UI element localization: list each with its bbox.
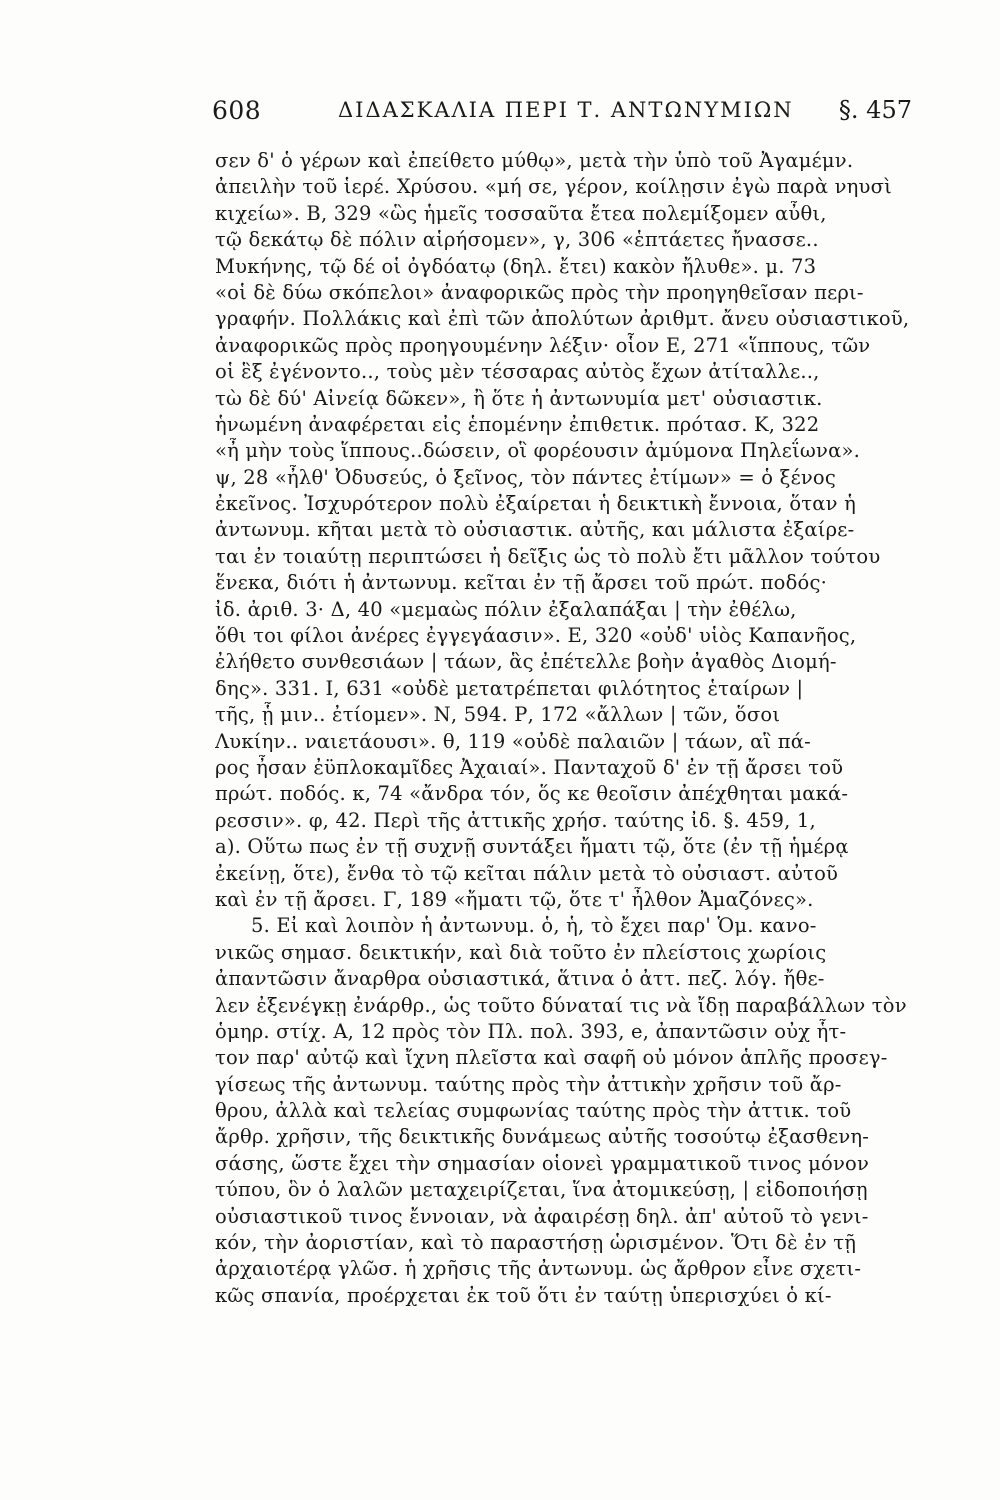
text-line: οἱ ἓξ ἐγένοντο.., τοὺς μὲν τέσσαρας αὐτὸς ἔχων ἀτίταλλε.., [215, 360, 820, 384]
page-number: 608 [212, 96, 262, 125]
body-text [215, 148, 915, 1309]
text-line: ἕνεκα, διότι ἡ ἀντωνυμ. κεῖται ἐν τῇ ἄρσει τοῦ πρώτ. ποδός· [215, 571, 828, 595]
text-line: καὶ ἐν τῇ ἄρσει. Γ, 189 «ἤματι τῷ, ὅτε τ' ἦλθον Ἀμαζόνες». [215, 887, 814, 911]
text-line: «ἦ μὴν τοὺς ἵππους..δώσειν, οἳ φορέουσιν ἀμύμονα Πηλεΐωνα». [215, 439, 860, 463]
text-line: κόν, τὴν ἀοριστίαν, καὶ τὸ παραστήσῃ ὡρισμένον. Ὅτι δὲ ἐν τῇ [215, 1231, 857, 1255]
text-line: ἐκείνῃ, ὅτε), ἔνθα τὸ τῷ κεῖται πάλιν μετὰ τὸ οὐσιαστ. αὐτοῦ [215, 861, 839, 885]
text-line: ὅθι τοι φίλοι ἀνέρες ἐγγεγάασιν». Ε, 320 «οὐδ' υἱὸς Καπανῆος, [215, 624, 857, 648]
text-line: σάσης, ὥστε ἔχει τὴν σημασίαν οἱονεὶ γραμματικοῦ τινος μόνον [215, 1151, 870, 1175]
text-line: ἀρχαιοτέρᾳ γλῶσ. ἡ χρῆσις τῆς ἀντωνυμ. ὡς ἄρθρον εἶνε σχετι- [215, 1257, 862, 1281]
text-line: τὼ δὲ δύ' Αἰνείᾳ δῶκεν», ἢ ὅτε ἡ ἀντωνυμία μετ' οὐσιαστικ. [215, 386, 823, 410]
section-number: §. 457 [838, 96, 912, 124]
text-line: δης». 331. Ι, 631 «οὐδὲ μετατρέπεται φιλότητος ἑταίρων | [215, 676, 804, 700]
text-line: Μυκήνης, τῷ δέ οἱ ὀγδόατῳ (δηλ. ἔτει) κακὸν ἤλυθε». μ. 73 [215, 254, 817, 278]
text-line: ἐλήθετο συνθεσιάων | τάων, ἃς ἐπέτελλε βοὴν ἀγαθὸς Διομή- [215, 650, 837, 674]
text-line: τῆς, ᾗ μιν.. ἐτίομεν». Ν, 594. Ρ, 172 «ἄλλων | τῶν, ὅσοι [215, 703, 781, 727]
text-line: ὁμηρ. στίχ. Α, 12 πρὸς τὸν Πλ. πολ. 393, e, ἀπαντῶσιν οὐχ ἧτ- [215, 1019, 847, 1043]
running-title: ΔΙΔΑΣΚΑΛΙΑ ΠΕΡΙ Τ. ΑΝΤΩΝΥΜΙΩΝ [338, 98, 794, 122]
text-line: ται ἐν τοιαύτῃ περιπτώσει ἡ δεῖξις ὡς τὸ πολὺ ἔτι μᾶλλον τούτου [215, 544, 881, 568]
text-line: ρος ἦσαν ἐϋπλοκαμῖδες Ἀχαιαί». Πανταχοῦ δ' ἐν τῇ ἄρσει τοῦ [215, 755, 844, 779]
text-line: νικῶς σημασ. δεικτικήν, καὶ διὰ τοῦτο ἐν πλείστοις χωρίοις [215, 940, 827, 964]
text-line: θρου, ἀλλὰ καὶ τελείας συμφωνίας ταύτης πρὸς τὴν ἀττικ. τοῦ [215, 1099, 852, 1123]
text-line: «οἱ δὲ δύω σκόπελοι» ἀναφορικῶς πρὸς τὴν προηγηθεῖσαν περι- [215, 280, 864, 304]
text-line: ἐκεῖνος. Ἰσχυρότερον πολὺ ἐξαίρεται ἡ δεικτικὴ ἔννοια, ὅταν ἡ [215, 492, 856, 516]
text-line: ἡνωμένη ἀναφέρεται εἰς ἑπομένην ἐπιθετικ. πρότασ. Κ, 322 [215, 412, 820, 436]
text-line: κιχείω». Β, 329 «ὣς ἡμεῖς τοσσαῦτα ἔτεα πολεμίξομεν αὖθι, [215, 201, 827, 225]
text-line: σεν δ' ὁ γέρων καὶ ἐπείθετο μύθῳ», μετὰ τὴν ὑπὸ τοῦ Ἀγαμέμν. [215, 149, 854, 172]
text-line: ἀναφορικῶς πρὸς προηγουμένην λέξιν· οἷον Ε, 271 «ἵππους, τῶν [215, 333, 871, 357]
text-line: τον παρ' αὐτῷ καὶ ἴχνη πλεῖστα καὶ σαφῆ οὐ μόνον ἁπλῆς προσεγ- [215, 1046, 888, 1070]
text-line: τύπου, ὃν ὁ λαλῶν μεταχειρίζεται, ἵνα ἀτομικεύσῃ, | εἰδοποιήσῃ [215, 1178, 868, 1202]
text-line: τῷ δεκάτῳ δὲ πόλιν αἱρήσομεν», γ, 306 «ἑπτάετες ἤνασσε.. [215, 228, 819, 252]
text-line: ἀπαντῶσιν ἄναρθρα οὐσιαστικά, ἅτινα ὁ ἀττ. πεζ. λόγ. ἤθε- [215, 967, 825, 991]
text-line: ψ, 28 «ἦλθ' Ὀδυσεύς, ὁ ξεῖνος, τὸν πάντες ἐτίμων» = ὁ ξένος [215, 465, 836, 489]
text-line: κῶς σπανία, προέρχεται ἐκ τοῦ ὅτι ἐν ταύτῃ ὑπερισχύει ὁ κί- [215, 1283, 832, 1307]
text-line: γίσεως τῆς ἀντωνυμ. ταύτης πρὸς τὴν ἀττικὴν χρῆσιν τοῦ ἄρ- [215, 1072, 842, 1096]
text-line: ἰδ. ἀριθ. 3· Δ, 40 «μεμαὼς πόλιν ἐξαλαπάξαι | τὴν ἐθέλω, [215, 597, 797, 621]
text-line: 5. Εἰ καὶ λοιπὸν ἡ ἀντωνυμ. ὁ, ἡ, τὸ ἔχει παρ' Ὁμ. κανο- [251, 914, 817, 938]
text-line: γραφήν. Πολλάκις καὶ ἐπὶ τῶν ἀπολύτων ἀριθμτ. ἄνευ οὐσιαστικοῦ, [215, 307, 910, 331]
text-line: οὐσιαστικοῦ τινος ἔννοιαν, νὰ ἀφαιρέσῃ δηλ. ἀπ' αὐτοῦ τὸ γενι- [215, 1204, 869, 1228]
text-line: ἀπειλὴν τοῦ ἱερέ. Χρύσου. «μή σε, γέρον, κοίλῃσιν ἐγὼ παρὰ νηυσὶ [215, 175, 892, 199]
text-line: a). Οὕτω πως ἐν τῇ συχνῇ συντάξει ἤματι τῷ, ὅτε (ἐν τῇ ἡμέρᾳ [215, 835, 849, 859]
text-line: Λυκίην.. ναιετάουσι». θ, 119 «οὐδὲ παλαιῶν | τάων, αἳ πά- [215, 729, 811, 753]
text-line: λεν ἐξενέγκῃ ἐνάρθρ., ὡς τοῦτο δύναταί τις νὰ ἴδῃ παραβάλλων τὸν [215, 993, 907, 1017]
text-line: πρώτ. ποδός. κ, 74 «ἄνδρα τόν, ὅς κε θεοῖσιν ἀπέχθηται μακά- [215, 782, 849, 806]
text-line: ρεσσιν». φ, 42. Περὶ τῆς ἀττικῆς χρήσ. ταύτης ἰδ. §. 459, 1, [215, 808, 816, 832]
text-line: ἀντωνυμ. κῆται μετὰ τὸ οὐσιαστικ. αὐτῆς, και μάλιστα ἐξαίρε- [215, 518, 855, 542]
page-header [212, 96, 912, 136]
text-line: ἄρθρ. χρῆσιν, τῆς δεικτικῆς δυνάμεως αὐτῆς τοσούτῳ ἐξασθενη- [215, 1125, 870, 1149]
